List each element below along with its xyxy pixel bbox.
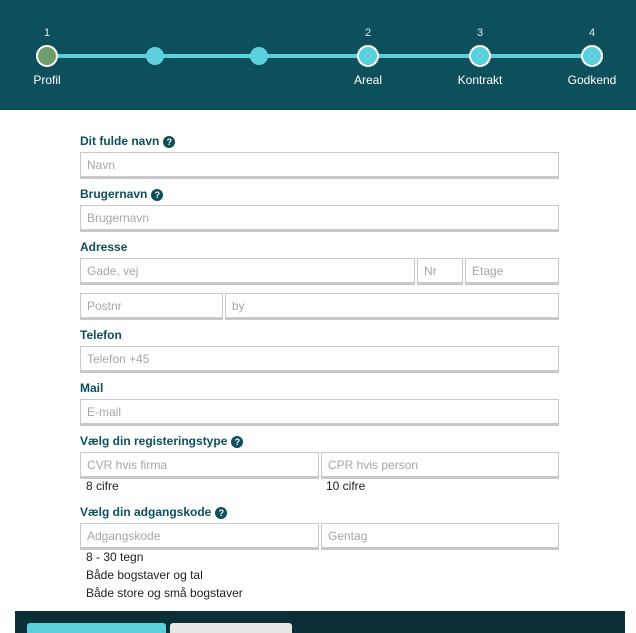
username-field-label — [80, 187, 163, 201]
step-number: 4 — [588, 27, 596, 39]
secondary-button[interactable] — [170, 623, 292, 633]
password-hint: Både bogstaver og tal — [86, 568, 203, 582]
question-circle-icon[interactable]: ? — [151, 189, 163, 201]
phone-input[interactable] — [80, 346, 559, 373]
password-label-text: Vælg din adgangskode — [80, 505, 212, 519]
name-label-text: Dit fulde navn — [80, 134, 160, 148]
city-input[interactable] — [225, 293, 559, 320]
cpr-hint: 10 cifre — [326, 479, 366, 493]
cvr-input[interactable] — [80, 452, 319, 479]
step-number: 2 — [364, 27, 372, 39]
password-input[interactable] — [80, 523, 319, 550]
substep-dot[interactable] — [250, 47, 268, 65]
registration-type-label — [80, 434, 243, 448]
question-circle-icon[interactable]: ? — [215, 507, 227, 519]
step-label: Profil — [33, 73, 61, 87]
phone-label: Telefon — [80, 328, 122, 342]
question-circle-icon[interactable]: ? — [163, 136, 175, 148]
substep-dot[interactable] — [146, 47, 164, 65]
full-name-input[interactable] — [80, 152, 559, 179]
step-kontrakt-dot[interactable] — [469, 45, 491, 67]
house-number-input[interactable] — [417, 258, 463, 285]
password-hint: Både store og små bogstaver — [86, 586, 243, 600]
cvr-hint: 8 cifre — [86, 479, 119, 493]
street-input[interactable] — [80, 258, 415, 285]
step-number: 3 — [476, 27, 484, 39]
password-label — [80, 505, 227, 519]
registration-label-text: Vælg din registeringstype — [80, 434, 228, 448]
email-input[interactable] — [80, 399, 559, 426]
step-profil-dot[interactable] — [36, 45, 58, 67]
postal-code-input[interactable] — [80, 293, 223, 320]
step-label: Godkend — [567, 73, 617, 87]
address-label: Adresse — [80, 240, 128, 254]
floor-input[interactable] — [465, 258, 559, 285]
step-areal-dot[interactable] — [357, 45, 379, 67]
step-godkend-dot[interactable] — [581, 45, 603, 67]
password-repeat-input[interactable] — [321, 523, 559, 550]
stepper-track — [47, 54, 592, 58]
name-field-label — [80, 134, 175, 148]
step-label: Kontrakt — [457, 73, 503, 87]
question-circle-icon[interactable]: ? — [231, 436, 243, 448]
next-button[interactable] — [27, 623, 166, 633]
step-label: Areal — [353, 73, 382, 87]
step-number: 1 — [43, 27, 51, 39]
cpr-input[interactable] — [321, 452, 559, 479]
password-hint: 8 - 30 tegn — [86, 550, 144, 564]
mail-label: Mail — [80, 381, 104, 395]
progress-stepper — [0, 0, 636, 110]
username-input[interactable] — [80, 205, 559, 232]
username-label-text: Brugernavn — [80, 187, 148, 201]
